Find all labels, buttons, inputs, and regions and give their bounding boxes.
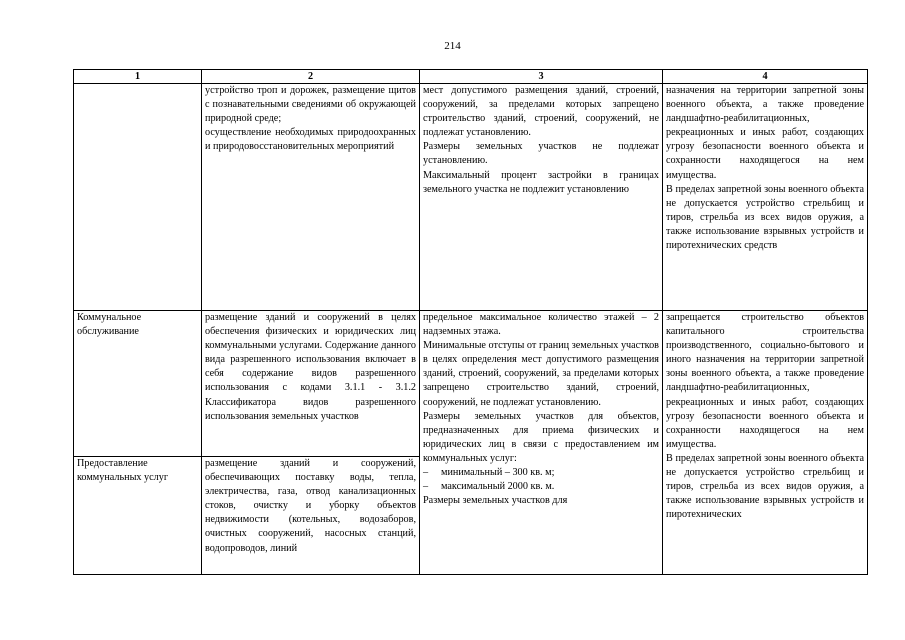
use-description-cell	[202, 457, 420, 575]
paragraph: В пределах запретной зоны военного объекта не допускается устройство стрельбищ и тиров, стрельба из всех видов оружия, а также использование взрывных устройств и пиротехнических средств	[666, 183, 864, 252]
use-type-cell: Предоставление коммунальных услуг	[74, 457, 202, 575]
table-row	[74, 311, 868, 457]
list-item: – максимальный 2000 кв. м.	[423, 481, 555, 493]
parameters-cell	[420, 311, 663, 575]
paragraph: Минимальные отступы от границ земельных участков в целях определения мест допустимого размещения зданий, строений, сооружений, за пределами которых запрещено строительство зданий, строений, сооружений, не подлежат установлению.	[423, 340, 659, 408]
paragraph: Размеры земельных участков для объектов, предназначенных для приема физических и юридических лиц в связи с предоставлением им коммунальных услуг:	[423, 410, 659, 464]
paragraph: Максимальный процент застройки в границах земельного участка не подлежит установлению	[423, 169, 659, 195]
table-row	[74, 84, 868, 311]
use-description-cell	[202, 311, 420, 457]
restrictions-cell	[663, 84, 868, 311]
paragraph: Размеры земельных участков для	[423, 495, 568, 507]
table-header-row	[74, 70, 868, 84]
header-cell-1: 1	[74, 70, 202, 84]
header-cell-3: 3	[420, 70, 663, 84]
paragraph: размещение зданий и сооружений в целях обеспечения физических и юридических лиц коммунальными услугами. Содержание данного вида разрешенного использования включает в себя содержание видов разрешенного использования с кодами 3.1.1 - 3.1.2 Классификатора видов разрешенного использования земельных участков	[205, 312, 416, 422]
paragraph: рекреационных и иных работ, создающих угрозу безопасности военного объекта и сохранности находящегося на нем имущества.	[666, 127, 864, 181]
paragraph: В пределах запретной зоны военного объекта не допускается устройство стрельбищ и тиров, стрельба из всех видов оружия, а также использование взрывных устройств и пиротехнических	[666, 452, 864, 521]
header-cell-2: 2	[202, 70, 420, 84]
parameters-cell	[420, 84, 663, 311]
paragraph: осуществление необходимых природоохранных и природовосстановительных мероприятий	[205, 127, 416, 153]
list-item: – минимальный – 300 кв. м;	[423, 467, 555, 479]
page-number: 214	[444, 40, 461, 52]
header-cell-4: 4	[663, 70, 868, 84]
paragraph: размещение зданий и сооружений, обеспечивающих поставку воды, тепла, электричества, газа, отвод канализационных стоков, очистку и уборку объектов недвижимости (котельных, водозаборов, очистных сооружений, насосных станций, водопроводов, линий	[205, 458, 416, 554]
use-type-cell	[74, 84, 202, 311]
regulation-table	[73, 69, 868, 575]
restrictions-cell	[663, 311, 868, 575]
use-description-cell	[202, 84, 420, 311]
paragraph: запрещается строительство объектов капитального строительства производственного, социально-бытового и иного назначения на территории запретной зоны военного объекта, а также проведение ландшафтно-реабилитационных,	[666, 312, 864, 394]
paragraph: устройство троп и дорожек, размещение щитов с познавательными сведениями об окружающей природной среде;	[205, 85, 416, 125]
paragraph: мест допустимого размещения зданий, строений, сооружений, за пределами которых запрещено строительство зданий, строений, сооружений, не подлежат установлению.	[423, 85, 659, 139]
paragraph: назначения на территории запретной зоны военного объекта, а также проведение ландшафтно-реабилитационных,	[666, 85, 864, 125]
paragraph: предельное максимальное количество этажей – 2 надземных этажа.	[423, 312, 659, 338]
use-type-cell: Коммунальное обслуживание	[74, 311, 202, 457]
paragraph: Размеры земельных участков не подлежат установлению.	[423, 141, 659, 167]
paragraph: рекреационных и иных работ, создающих угрозу безопасности военного объекта и сохранности находящегося на нем имущества.	[666, 396, 864, 450]
